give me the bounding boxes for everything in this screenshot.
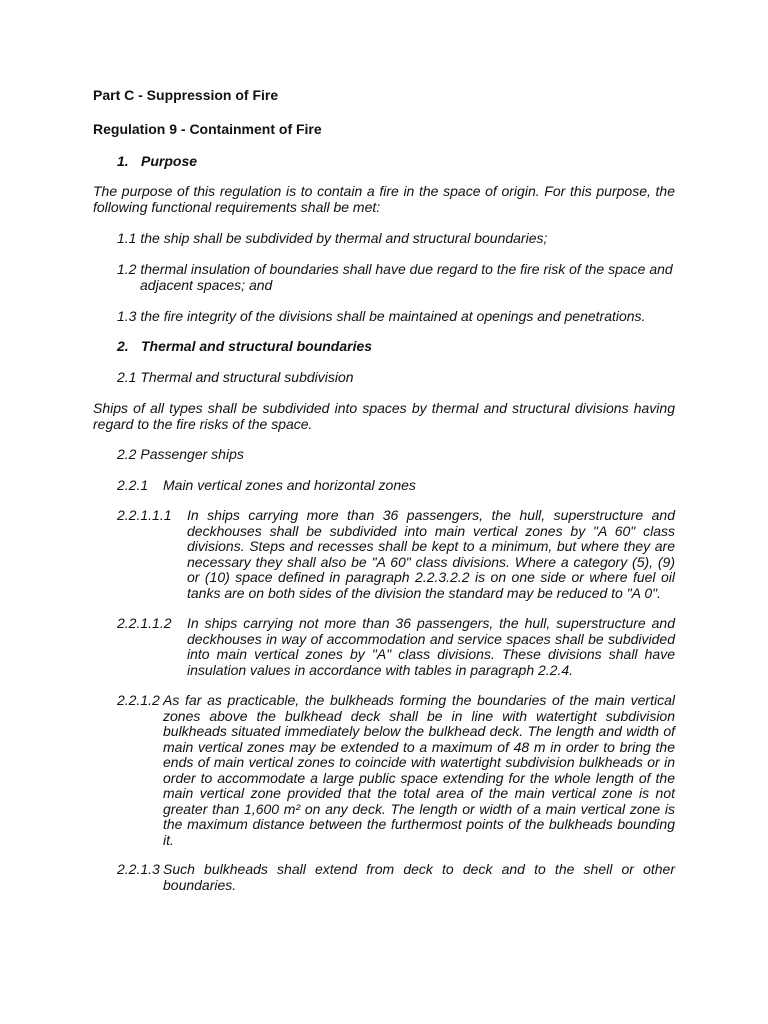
part-title: Part C - Suppression of Fire	[93, 87, 279, 103]
paragraph-2-2-1-2	[117, 693, 675, 848]
paragraph-text: As far as practicable, the bulkheads forming the boundaries of the main vertical zones above the bulkhead deck shall be in line with watertight subdivision bulkheads situated immediately below the bulkhead deck. The length and width of main vertical zones may be extended to a maximum of 48 m in order to bring the ends of main vertical zones to coincide with watertight subdivision bulkheads or in order to accommodate a large public space extending for the whole length of the main vertical zone provided that the total area of the main vertical zone is not greater than 1,600 m² on any deck. The length or width of a main vertical zone is the maximum distance between the furthermost points of the bulkheads bounding it.	[163, 692, 675, 848]
regulation-title: Regulation 9 - Containment of Fire	[93, 121, 322, 137]
purpose-item-1-2: 1.2 thermal insulation of boundaries shall have due regard to the fire risk of the space and adjacent spaces; and	[117, 261, 673, 293]
paragraph-2-2-1-1-2	[117, 616, 675, 678]
subsection-2-2-1-heading	[117, 478, 416, 494]
section-2-heading	[117, 339, 372, 355]
paragraph-number: 2.2.1.1.1	[117, 507, 172, 523]
subsection-2-2-1-text: Main vertical zones and horizontal zones	[163, 477, 416, 493]
subsection-2-2-heading: 2.2 Passenger ships	[117, 446, 244, 462]
paragraph-2-2-1-3	[117, 862, 675, 893]
purpose-item-1-1: 1.1 the ship shall be subdivided by thermal and structural boundaries;	[117, 230, 548, 246]
section-1-heading	[117, 154, 197, 170]
paragraph-number: 2.2.1.2	[117, 692, 160, 708]
paragraph-2-2-1-1-1	[117, 508, 675, 601]
paragraph-text: Such bulkheads shall extend from deck to deck and to the shell or other boundaries.	[163, 861, 675, 893]
purpose-intro: The purpose of this regulation is to contain a fire in the space of origin. For this purpose, the following functional requirements shall be met:	[93, 183, 675, 215]
paragraph-number: 2.2.1.1.2	[117, 615, 172, 631]
paragraph-text: In ships carrying more than 36 passengers, the hull, superstructure and deckhouses shall be subdivided into main vertical zones by "A 60" class divisions. Steps and recesses shall be kept to a minimum, but where they are necessary they shall also be "A 60" class divisions. Where a category (5), (9) or (10) space defined in paragraph 2.2.3.2.2 is on one side or where fuel oil tanks are on both sides of the division the standard may be reduced to "A 0".	[187, 507, 675, 601]
paragraph-text: In ships carrying not more than 36 passengers, the hull, superstructure and deckhouses in way of accommodation and service spaces shall be subdivided into main vertical zones by "A" class divisions. These divisions shall have insulation values in accordance with tables in paragraph 2.2.4.	[187, 615, 675, 678]
subsection-2-1-text: Ships of all types shall be subdivided into spaces by thermal and structural divisions having regard to the fire risks of the space.	[93, 400, 675, 432]
section-1-heading-text: Purpose	[141, 153, 198, 169]
subsection-2-2-1-number: 2.2.1	[117, 477, 149, 493]
section-1-number: 1.	[117, 153, 129, 169]
paragraph-number: 2.2.1.3	[117, 861, 160, 877]
subsection-2-1-heading: 2.1 Thermal and structural subdivision	[117, 369, 354, 385]
purpose-item-1-3: 1.3 the fire integrity of the divisions shall be maintained at openings and penetrations.	[117, 308, 646, 324]
section-2-heading-text: Thermal and structural boundaries	[141, 338, 373, 354]
section-2-number: 2.	[117, 338, 129, 354]
